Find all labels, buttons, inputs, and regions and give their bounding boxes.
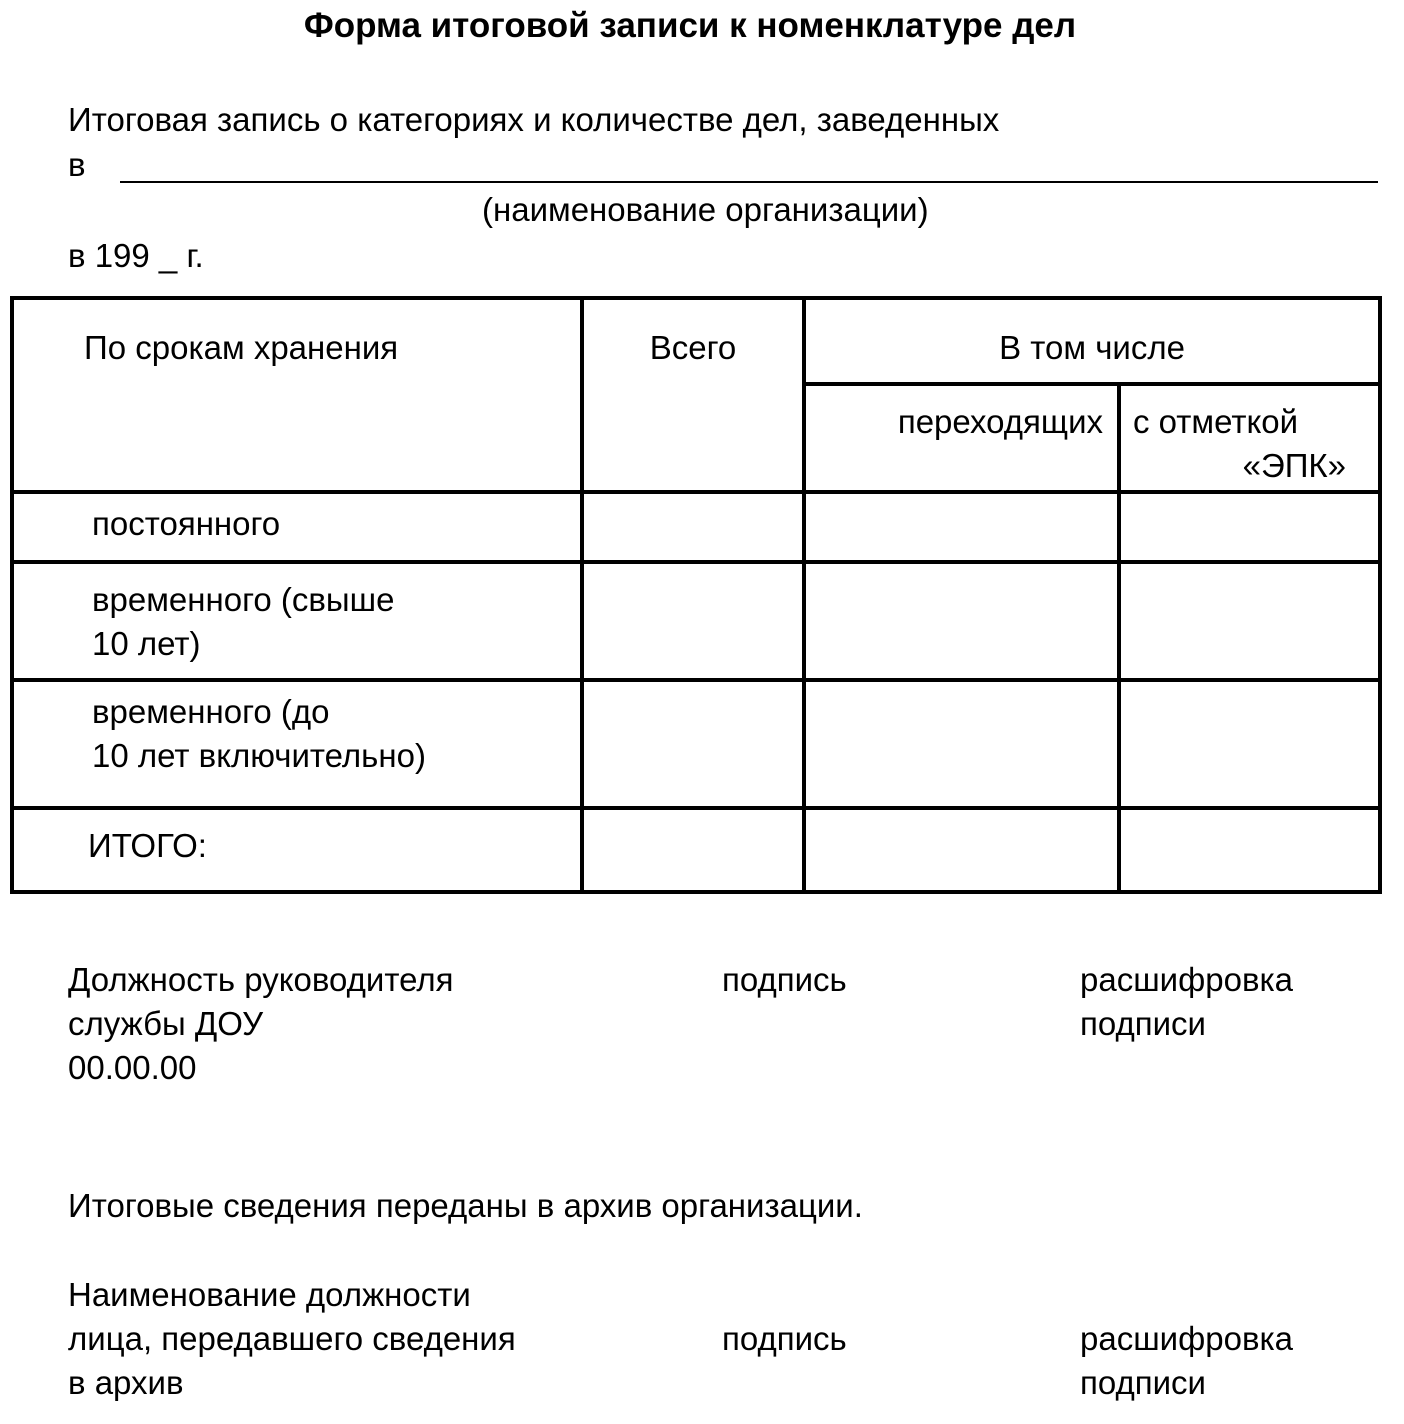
sender-signature-decode: расшифровка подписи — [1080, 1320, 1294, 1401]
table-cell — [804, 492, 1119, 562]
header-transit: переходящих — [804, 384, 1119, 492]
head-signature: подпись — [722, 961, 847, 998]
row-label-permanent: постоянного — [12, 492, 582, 562]
archive-note: Итоговые сведения переданы в архив организации. — [68, 1187, 863, 1224]
table-cell — [804, 562, 1119, 680]
sender-signature: подпись — [722, 1320, 847, 1357]
header-including: В том числе — [804, 298, 1380, 384]
row-label-up-to-10-years: временного (до 10 лет включительно) — [12, 680, 582, 808]
table-cell — [804, 808, 1119, 892]
summary-table — [10, 296, 1382, 894]
head-signature-decode: расшифровка подписи — [1080, 961, 1294, 1042]
header-total: Всего — [582, 298, 804, 492]
table-cell — [1119, 680, 1380, 808]
table-cell — [1119, 808, 1380, 892]
row-label-total: ИТОГО: — [12, 808, 582, 892]
table-cell — [582, 808, 804, 892]
intro-prefix: в — [68, 146, 86, 183]
table-cell — [582, 562, 804, 680]
table-cell — [1119, 492, 1380, 562]
organization-caption: (наименование организации) — [482, 191, 929, 228]
intro-line: Итоговая запись о категориях и количестве дел, заведенных — [68, 101, 1000, 138]
head-position: Должность руководителя службы ДОУ 00.00.00 — [68, 961, 454, 1086]
row-label-over-10-years: временного (свыше 10 лет) — [12, 562, 582, 680]
table-cell — [804, 680, 1119, 808]
year-line: в 199 _ г. — [68, 237, 204, 274]
table-cell — [582, 680, 804, 808]
table-cell — [582, 492, 804, 562]
form-title: Форма итоговой записи к номенклатуре дел — [303, 6, 1077, 45]
table-cell — [1119, 562, 1380, 680]
header-epk: с отметкой «ЭПК» — [1119, 384, 1380, 492]
sender-position: Наименование должности лица, передавшего сведения в архив — [68, 1276, 516, 1401]
organization-blank-line — [120, 181, 1378, 183]
header-storage-term: По срокам хранения — [12, 298, 582, 492]
